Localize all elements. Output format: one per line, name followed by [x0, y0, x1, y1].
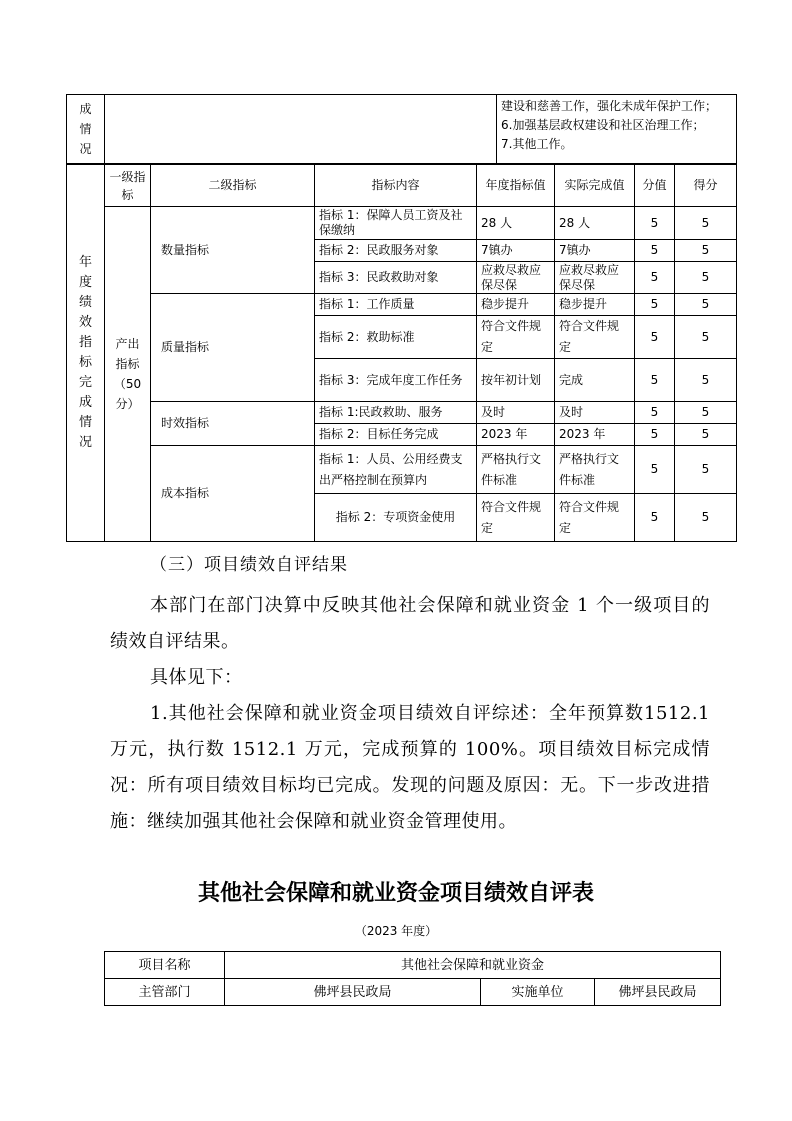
paragraph: 本部门在部门决算中反映其他社会保障和就业资金 1 个一级项目的绩效自评结果。 [110, 595, 710, 652]
header-content: 指标内容 [315, 165, 477, 207]
indicator-got: 5 [675, 446, 737, 494]
indicator-target: 符合文件规定 [477, 316, 555, 359]
label-char: 分） [115, 397, 140, 411]
group-name: 质量指标 [151, 294, 315, 402]
indicator-table [66, 164, 737, 542]
indicator-actual: 7镇办 [555, 240, 635, 262]
indicator-got: 5 [675, 359, 737, 402]
header-target: 年度指标值 [477, 165, 555, 207]
indicator-got: 5 [675, 424, 737, 446]
indicator-score: 5 [635, 402, 675, 424]
header-level2: 二级指标 [151, 165, 315, 207]
indicator-actual: 2023 年 [555, 424, 635, 446]
indicator-target: 28 人 [477, 207, 555, 240]
indicator-actual: 完成 [555, 359, 635, 402]
label-char: 况 [79, 142, 92, 156]
indicator-got: 5 [675, 402, 737, 424]
level1-output [105, 207, 151, 542]
indicator-actual: 稳步提升 [555, 294, 635, 316]
indicator-got: 5 [675, 316, 737, 359]
empty-cell [105, 95, 497, 164]
indicator-score: 5 [635, 359, 675, 402]
group-name: 时效指标 [151, 402, 315, 446]
work-items-cell [497, 95, 737, 164]
indicator-actual: 符合文件规定 [555, 494, 635, 542]
label-char: 标 [78, 355, 92, 370]
paragraph: 具体见下： [150, 667, 243, 688]
label-char: 完 [78, 375, 92, 390]
header-got: 得分 [675, 165, 737, 207]
indicator-actual: 应救尽救应保尽保 [555, 262, 635, 294]
indicator-content: 指标 2：民政服务对象 [315, 240, 477, 262]
indicator-got: 5 [675, 207, 737, 240]
dept-label: 主管部门 [105, 979, 225, 1006]
label-char: 产出 [115, 337, 140, 351]
label-char: 指标 [115, 357, 140, 371]
label-char: 况 [78, 435, 92, 450]
indicator-got: 5 [675, 240, 737, 262]
indicator-score: 5 [635, 240, 675, 262]
dept-value: 佛坪县民政局 [225, 979, 481, 1006]
impl-value: 佛坪县民政局 [595, 979, 721, 1006]
indicator-content: 指标 1：保障人员工资及社保缴纳 [315, 207, 477, 240]
indicator-content: 指标 3：完成年度工作任务 [315, 359, 477, 402]
indicator-actual: 符合文件规定 [555, 316, 635, 359]
indicator-got: 5 [675, 262, 737, 294]
row-label-completion [67, 95, 105, 164]
indicator-score: 5 [635, 316, 675, 359]
group-name: 成本指标 [151, 446, 315, 542]
indicator-content: 指标 1:民政救助、服务 [315, 402, 477, 424]
form-year: （2023 年度） [354, 924, 438, 938]
indicator-target: 7镇办 [477, 240, 555, 262]
indicator-score: 5 [635, 494, 675, 542]
work-item-line: 建设和慈善工作，强化未成年保护工作； [501, 99, 718, 113]
header-level1: 一级指标 [105, 165, 151, 207]
label-char: 成 [78, 395, 92, 410]
label-char: （50 [113, 377, 142, 391]
indicator-target: 严格执行文件标准 [477, 446, 555, 494]
form-title: 其他社会保障和就业资金项目绩效自评表 [197, 881, 594, 906]
indicator-target: 按年初计划 [477, 359, 555, 402]
indicator-target: 符合文件规定 [477, 494, 555, 542]
work-item-line: 7.其他工作。 [501, 137, 573, 151]
indicator-score: 5 [635, 294, 675, 316]
indicator-got: 5 [675, 494, 737, 542]
label-char: 年 [78, 255, 92, 270]
indicator-content: 指标 2：目标任务完成 [315, 424, 477, 446]
work-item-line: 6.加强基层政权建设和社区治理工作； [501, 118, 705, 132]
header-score: 分值 [635, 165, 675, 207]
indicator-target: 应救尽救应保尽保 [477, 262, 555, 294]
indicator-content: 指标 1：工作质量 [315, 294, 477, 316]
indicator-score: 5 [635, 446, 675, 494]
project-name-value: 其他社会保障和就业资金 [225, 952, 721, 979]
group-name: 数量指标 [151, 207, 315, 294]
label-char: 成 [79, 102, 92, 116]
indicator-score: 5 [635, 207, 675, 240]
indicator-target: 2023 年 [477, 424, 555, 446]
header-actual: 实际完成值 [555, 165, 635, 207]
indicator-content: 指标 1：人员、公用经费支出严格控制在预算内 [315, 446, 477, 494]
section-label [67, 165, 105, 542]
indicator-score: 5 [635, 262, 675, 294]
indicator-score: 5 [635, 424, 675, 446]
indicator-got: 5 [675, 294, 737, 316]
label-char: 效 [78, 315, 92, 330]
indicator-target: 稳步提升 [477, 294, 555, 316]
indicator-content: 指标 2：救助标准 [315, 316, 477, 359]
paragraph: 1.其他社会保障和就业资金项目绩效自评综述：全年预算数1512.1 万元，执行数 1512.1 万元，完成预算的 100%。项目绩效目标完成情况：所有项目绩效目标均已完成。发现的问题及原因：无。下一步改进措施：继续加强其他社会保障和就业资金管理使用。 [110, 703, 710, 832]
indicator-actual: 28 人 [555, 207, 635, 240]
project-info-table [104, 951, 721, 1006]
project-name-label: 项目名称 [105, 952, 225, 979]
indicator-target: 及时 [477, 402, 555, 424]
label-char: 指 [78, 335, 92, 350]
indicator-actual: 严格执行文件标准 [555, 446, 635, 494]
continuation-table [66, 94, 737, 164]
label-char: 情 [78, 415, 92, 430]
label-char: 度 [78, 275, 92, 290]
impl-label: 实施单位 [481, 979, 595, 1006]
label-char: 情 [79, 122, 92, 136]
indicator-content: 指标 2：专项资金使用 [315, 494, 477, 542]
label-char: 绩 [78, 295, 92, 310]
indicator-content: 指标 3：民政救助对象 [315, 262, 477, 294]
indicator-actual: 及时 [555, 402, 635, 424]
section-heading: （三）项目绩效自评结果 [150, 555, 348, 575]
